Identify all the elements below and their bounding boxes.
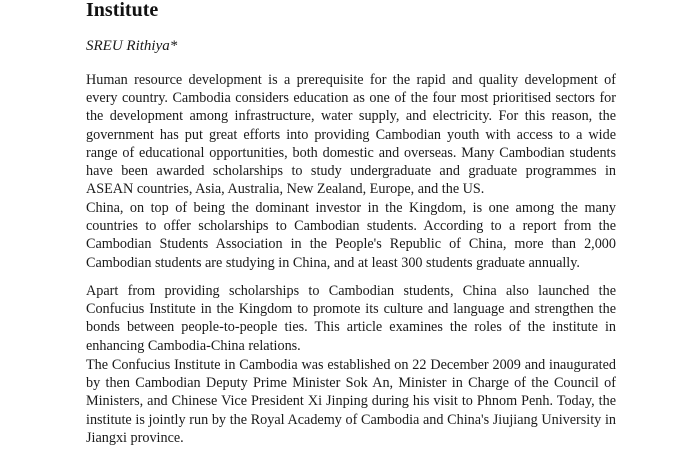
document-title: Institute bbox=[86, 0, 159, 21]
body-paragraph: The Confucius Institute in Cambodia was established on 22 December 2009 and inaugurated by then Cambodian Deputy Prime Minister Sok An, Minister in Charge of the Council of Ministers, and Chinese Vice President Xi Jinping during his visit to Phnom Penh. Today, the institute is jointly run by the Royal Academy of Cambodia and China's Jiujiang University in Jiangxi province. bbox=[86, 357, 616, 446]
body-paragraph: China, on top of being the dominant investor in the Kingdom, is one among the many countries to offer scholarships to Cambodian students. According to a report from the Cambodian Students Association in the People's Republic of China, more than 2,000 Cambodian students are studying in China, and at least 300 students graduate annually. bbox=[86, 200, 616, 271]
body-paragraph: Apart from providing scholarships to Cambodian students, China also launched the Confucius Institute in the Kingdom to promote its culture and language and strengthen the bonds between people-to-people ties. This article examines the roles of the institute in enhancing Cambodia-China relations. bbox=[86, 283, 616, 354]
author-byline: SREU Rithiya* bbox=[86, 38, 178, 54]
body-paragraph: Human resource development is a prerequisite for the rapid and quality development of every country. Cambodia considers education as one of the four most prioritised sectors for the development among infrastructure, water supply, and electricity. For this reason, the government has put great efforts into providing Cambodian youth with access to a wide range of educational opportunities, both domestic and overseas. Many Cambodian students have been awarded scholarships to study undergraduate and graduate programmes in ASEAN countries, Asia, Australia, New Zealand, Europe, and the US. bbox=[86, 72, 616, 198]
